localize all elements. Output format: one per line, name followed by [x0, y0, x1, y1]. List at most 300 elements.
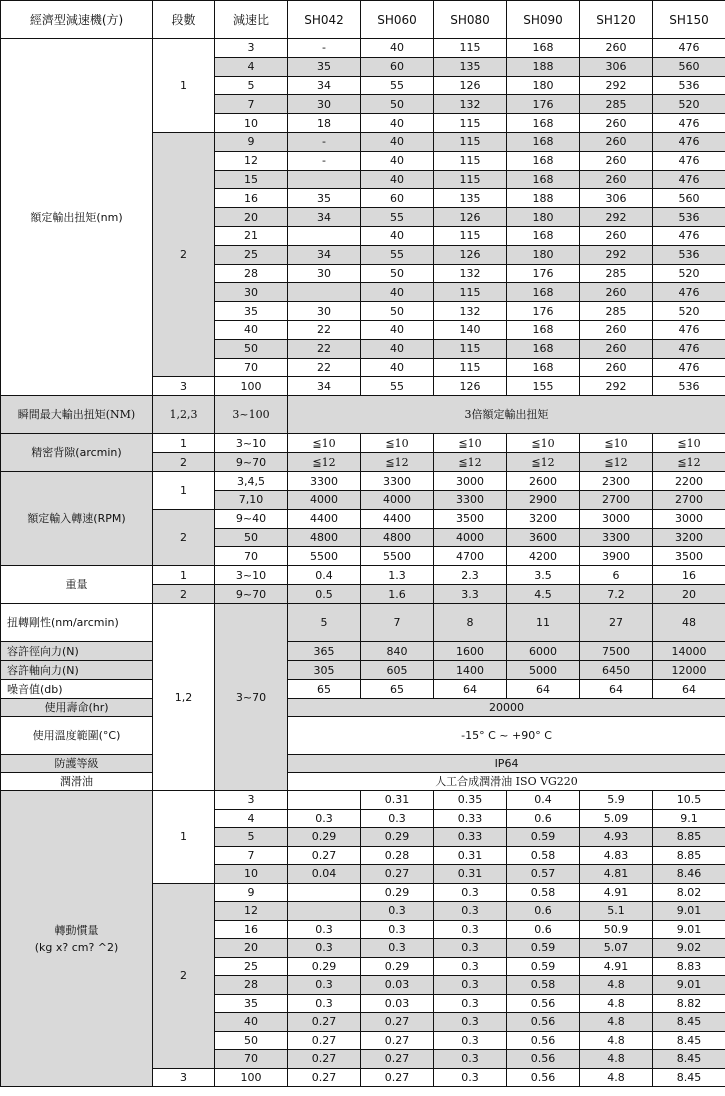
column-header: SH150 — [653, 1, 725, 39]
value-cell: 260 — [580, 226, 653, 245]
section-label: 額定輸入轉速(RPM) — [1, 472, 153, 566]
value-cell: 22 — [288, 358, 361, 377]
value-cell: 4000 — [361, 490, 434, 509]
value-cell: 168 — [507, 39, 580, 58]
section-label: 精密背隙(arcmin) — [1, 434, 153, 472]
value-cell: 476 — [653, 151, 725, 170]
value-cell: 305 — [288, 661, 361, 680]
table-row — [1, 39, 725, 58]
value-cell: 9.02 — [653, 939, 725, 958]
section-label: 額定輸出扭矩(nm) — [1, 39, 153, 396]
value-cell: 0.3 — [361, 809, 434, 828]
value-cell: 40 — [361, 320, 434, 339]
value-cell: 8 — [434, 604, 507, 642]
column-header: SH080 — [434, 1, 507, 39]
value-cell: 840 — [361, 642, 434, 661]
value-cell: 4.93 — [580, 828, 653, 847]
value-cell: 4.81 — [580, 865, 653, 884]
ratio-cell: 70 — [215, 547, 288, 566]
ratio-cell: 50 — [215, 339, 288, 358]
table-row — [1, 791, 725, 810]
value-cell: -15° C ~ +90° C — [288, 717, 725, 755]
value-cell: 0.6 — [507, 902, 580, 921]
value-cell: 4200 — [507, 547, 580, 566]
value-cell: 0.59 — [507, 939, 580, 958]
value-cell: 5.1 — [580, 902, 653, 921]
value-cell: 0.3 — [288, 939, 361, 958]
ratio-cell: 3 — [215, 791, 288, 810]
ratio-cell: 25 — [215, 957, 288, 976]
value-cell: 8.02 — [653, 883, 725, 902]
value-cell: 2300 — [580, 472, 653, 491]
value-cell: 3倍額定輸出扭矩 — [288, 396, 725, 434]
value-cell: 3000 — [580, 509, 653, 528]
value-cell: 64 — [653, 680, 725, 699]
column-header: SH060 — [361, 1, 434, 39]
ratio-cell: 3~100 — [215, 396, 288, 434]
value-cell: 126 — [434, 208, 507, 227]
section-label: 瞬間最大輸出扭矩(NM) — [1, 396, 153, 434]
value-cell: 20 — [653, 585, 725, 604]
value-cell: 4800 — [361, 528, 434, 547]
value-cell: 115 — [434, 283, 507, 302]
value-cell: 7 — [361, 604, 434, 642]
value-cell: 10.5 — [653, 791, 725, 810]
table-row — [1, 680, 725, 699]
value-cell: 476 — [653, 339, 725, 358]
table-row — [1, 699, 725, 717]
value-cell: 536 — [653, 208, 725, 227]
stage-cell: 1 — [153, 434, 215, 453]
value-cell: 9.01 — [653, 976, 725, 995]
value-cell: 50 — [361, 264, 434, 283]
stage-cell: 2 — [153, 585, 215, 604]
ratio-cell: 7 — [215, 846, 288, 865]
ratio-cell: 21 — [215, 226, 288, 245]
value-cell: 285 — [580, 95, 653, 114]
row-label: 潤滑油 — [1, 773, 153, 791]
ratio-cell: 4 — [215, 809, 288, 828]
value-cell: 168 — [507, 170, 580, 189]
ratio-cell: 50 — [215, 1031, 288, 1050]
value-cell: 9.1 — [653, 809, 725, 828]
ratio-cell: 10 — [215, 865, 288, 884]
value-cell: 0.27 — [288, 1031, 361, 1050]
value-cell: 115 — [434, 358, 507, 377]
value-cell: 0.3 — [434, 976, 507, 995]
value-cell: 292 — [580, 208, 653, 227]
row-label: 扭轉剛性(nm/arcmin) — [1, 604, 153, 642]
value-cell: 35 — [288, 189, 361, 208]
value-cell: 4.8 — [580, 994, 653, 1013]
value-cell: 476 — [653, 320, 725, 339]
value-cell: 34 — [288, 76, 361, 95]
value-cell: 285 — [580, 264, 653, 283]
value-cell: 0.59 — [507, 828, 580, 847]
value-cell: - — [288, 132, 361, 151]
value-cell — [288, 791, 361, 810]
value-cell: 8.85 — [653, 828, 725, 847]
value-cell: 40 — [361, 339, 434, 358]
ratio-cell: 5 — [215, 828, 288, 847]
value-cell: 260 — [580, 114, 653, 133]
value-cell: 188 — [507, 189, 580, 208]
value-cell: 1600 — [434, 642, 507, 661]
value-cell: 65 — [288, 680, 361, 699]
value-cell: 306 — [580, 189, 653, 208]
value-cell: 4000 — [434, 528, 507, 547]
ratio-cell: 9~70 — [215, 585, 288, 604]
value-cell: 8.45 — [653, 1050, 725, 1069]
value-cell: 2700 — [580, 490, 653, 509]
value-cell: 4.8 — [580, 1050, 653, 1069]
value-cell: 4800 — [288, 528, 361, 547]
value-cell: 0.3 — [288, 809, 361, 828]
row-label: 防護等級 — [1, 755, 153, 773]
value-cell: 0.5 — [288, 585, 361, 604]
row-label: 噪音值(db) — [1, 680, 153, 699]
value-cell: 260 — [580, 170, 653, 189]
value-cell: 50.9 — [580, 920, 653, 939]
column-header: SH042 — [288, 1, 361, 39]
stage-cell: 2 — [153, 883, 215, 1068]
value-cell: 140 — [434, 320, 507, 339]
value-cell: 0.56 — [507, 1068, 580, 1087]
value-cell: 0.3 — [434, 939, 507, 958]
value-cell: 168 — [507, 358, 580, 377]
value-cell: 40 — [361, 170, 434, 189]
value-cell: 55 — [361, 377, 434, 396]
value-cell: 60 — [361, 189, 434, 208]
value-cell: 4000 — [288, 490, 361, 509]
value-cell: 176 — [507, 264, 580, 283]
value-cell: 168 — [507, 226, 580, 245]
ratio-cell: 50 — [215, 528, 288, 547]
value-cell: 520 — [653, 264, 725, 283]
value-cell: 306 — [580, 57, 653, 76]
table-row — [1, 773, 725, 791]
value-cell: 0.3 — [434, 994, 507, 1013]
value-cell: 4400 — [288, 509, 361, 528]
value-cell: 0.56 — [507, 1013, 580, 1032]
value-cell: 168 — [507, 283, 580, 302]
value-cell — [288, 283, 361, 302]
value-cell: 155 — [507, 377, 580, 396]
value-cell: 292 — [580, 377, 653, 396]
value-cell: 0.3 — [288, 994, 361, 1013]
value-cell: 176 — [507, 302, 580, 321]
stage-cell: 3 — [153, 1068, 215, 1087]
value-cell: 2900 — [507, 490, 580, 509]
value-cell: ≦10 — [653, 434, 725, 453]
value-cell: 3300 — [361, 472, 434, 491]
value-cell: 292 — [580, 245, 653, 264]
value-cell: 12000 — [653, 661, 725, 680]
value-cell — [288, 902, 361, 921]
value-cell: 5.09 — [580, 809, 653, 828]
ratio-cell: 40 — [215, 320, 288, 339]
value-cell: 0.31 — [434, 865, 507, 884]
value-cell: 520 — [653, 302, 725, 321]
value-cell: 4.91 — [580, 957, 653, 976]
row-label: 使用壽命(hr) — [1, 699, 153, 717]
value-cell: 4.5 — [507, 585, 580, 604]
value-cell: 260 — [580, 151, 653, 170]
value-cell: 0.03 — [361, 976, 434, 995]
value-cell: 8.85 — [653, 846, 725, 865]
value-cell: 55 — [361, 208, 434, 227]
column-header: SH120 — [580, 1, 653, 39]
value-cell: 40 — [361, 226, 434, 245]
value-cell: 168 — [507, 151, 580, 170]
value-cell: 40 — [361, 283, 434, 302]
value-cell: 40 — [361, 151, 434, 170]
value-cell: 476 — [653, 114, 725, 133]
ratio-cell: 20 — [215, 208, 288, 227]
value-cell: 3.5 — [507, 566, 580, 585]
value-cell: 3200 — [507, 509, 580, 528]
value-cell: 260 — [580, 339, 653, 358]
value-cell: 0.29 — [361, 957, 434, 976]
value-cell: 22 — [288, 339, 361, 358]
value-cell: 50 — [361, 302, 434, 321]
value-cell: 126 — [434, 377, 507, 396]
value-cell: 0.3 — [434, 902, 507, 921]
value-cell: 0.27 — [361, 865, 434, 884]
value-cell: 0.27 — [288, 1013, 361, 1032]
value-cell: 4.8 — [580, 976, 653, 995]
value-cell: 0.27 — [361, 1013, 434, 1032]
value-cell: 0.3 — [434, 1068, 507, 1087]
value-cell: 0.56 — [507, 1050, 580, 1069]
value-cell: 4700 — [434, 547, 507, 566]
value-cell: 34 — [288, 245, 361, 264]
ratio-cell: 5 — [215, 76, 288, 95]
column-header: 經濟型減速機(方) — [1, 1, 153, 39]
value-cell: 3200 — [653, 528, 725, 547]
value-cell: 168 — [507, 132, 580, 151]
value-cell: 476 — [653, 283, 725, 302]
value-cell: 3.3 — [434, 585, 507, 604]
value-cell: 132 — [434, 302, 507, 321]
value-cell: 0.28 — [361, 846, 434, 865]
value-cell: ≦12 — [653, 453, 725, 472]
value-cell: 34 — [288, 208, 361, 227]
ratio-cell: 12 — [215, 151, 288, 170]
ratio-cell: 40 — [215, 1013, 288, 1032]
stage-cell: 1 — [153, 566, 215, 585]
value-cell: 188 — [507, 57, 580, 76]
table-row — [1, 717, 725, 755]
value-cell: 0.35 — [434, 791, 507, 810]
stage-cell: 2 — [153, 509, 215, 565]
ratio-cell: 15 — [215, 170, 288, 189]
ratio-cell: 70 — [215, 1050, 288, 1069]
value-cell: 180 — [507, 245, 580, 264]
value-cell: 40 — [361, 132, 434, 151]
value-cell: 0.27 — [361, 1068, 434, 1087]
value-cell: ≦12 — [434, 453, 507, 472]
value-cell: 4.83 — [580, 846, 653, 865]
value-cell: 2200 — [653, 472, 725, 491]
value-cell: 476 — [653, 132, 725, 151]
value-cell: 11 — [507, 604, 580, 642]
value-cell — [288, 170, 361, 189]
value-cell: 20000 — [288, 699, 725, 717]
value-cell: 260 — [580, 320, 653, 339]
table-row — [1, 566, 725, 585]
table-row — [1, 661, 725, 680]
value-cell: 18 — [288, 114, 361, 133]
value-cell: 0.33 — [434, 828, 507, 847]
row-label: 容許軸向力(N) — [1, 661, 153, 680]
ratio-cell: 20 — [215, 939, 288, 958]
value-cell: 0.3 — [434, 1050, 507, 1069]
value-cell: ≦10 — [288, 434, 361, 453]
value-cell: 1400 — [434, 661, 507, 680]
value-cell: ≦10 — [434, 434, 507, 453]
stage-cell: 3 — [153, 377, 215, 396]
value-cell: 0.6 — [507, 809, 580, 828]
value-cell: 0.3 — [361, 939, 434, 958]
value-cell: 0.29 — [288, 957, 361, 976]
stage-cell: 2 — [153, 453, 215, 472]
value-cell: ≦10 — [580, 434, 653, 453]
value-cell: 1.3 — [361, 566, 434, 585]
value-cell: 605 — [361, 661, 434, 680]
value-cell: 0.58 — [507, 883, 580, 902]
ratio-cell: 35 — [215, 302, 288, 321]
value-cell: 7.2 — [580, 585, 653, 604]
value-cell: 8.82 — [653, 994, 725, 1013]
value-cell: 0.56 — [507, 1031, 580, 1050]
value-cell: 0.33 — [434, 809, 507, 828]
value-cell: 2700 — [653, 490, 725, 509]
value-cell: 260 — [580, 358, 653, 377]
ratio-cell: 3~10 — [215, 434, 288, 453]
value-cell: 5500 — [361, 547, 434, 566]
value-cell: 65 — [361, 680, 434, 699]
value-cell: 115 — [434, 132, 507, 151]
value-cell: 3500 — [434, 509, 507, 528]
value-cell: 132 — [434, 95, 507, 114]
value-cell: 6 — [580, 566, 653, 585]
value-cell: 0.3 — [434, 883, 507, 902]
ratio-cell: 100 — [215, 377, 288, 396]
value-cell: 9.01 — [653, 902, 725, 921]
value-cell: 0.58 — [507, 846, 580, 865]
value-cell: ≦12 — [507, 453, 580, 472]
value-cell: 3600 — [507, 528, 580, 547]
value-cell: 8.46 — [653, 865, 725, 884]
value-cell: 6450 — [580, 661, 653, 680]
value-cell: 365 — [288, 642, 361, 661]
section-label: 重量 — [1, 566, 153, 604]
value-cell: 0.31 — [434, 846, 507, 865]
value-cell: 3000 — [653, 509, 725, 528]
value-cell: 135 — [434, 189, 507, 208]
value-cell: 34 — [288, 377, 361, 396]
value-cell: ≦12 — [288, 453, 361, 472]
value-cell: 64 — [580, 680, 653, 699]
value-cell: ≦12 — [580, 453, 653, 472]
value-cell: 476 — [653, 39, 725, 58]
value-cell: 132 — [434, 264, 507, 283]
value-cell: 48 — [653, 604, 725, 642]
value-cell: 520 — [653, 95, 725, 114]
column-header: 減速比 — [215, 1, 288, 39]
value-cell: 0.29 — [361, 883, 434, 902]
value-cell: 4.91 — [580, 883, 653, 902]
value-cell: 0.3 — [361, 902, 434, 921]
value-cell: 4.8 — [580, 1068, 653, 1087]
column-header: 段數 — [153, 1, 215, 39]
section-label-line2: (kg x? cm? ^2) — [34, 940, 119, 954]
value-cell: 180 — [507, 76, 580, 95]
ratio-cell: 28 — [215, 264, 288, 283]
value-cell: 115 — [434, 339, 507, 358]
table-row — [1, 1, 725, 39]
value-cell: 4.8 — [580, 1031, 653, 1050]
value-cell: 14000 — [653, 642, 725, 661]
value-cell: 115 — [434, 226, 507, 245]
stage-cell: 1 — [153, 791, 215, 884]
value-cell: 2.3 — [434, 566, 507, 585]
value-cell: 260 — [580, 283, 653, 302]
value-cell: 5 — [288, 604, 361, 642]
ratio-cell: 25 — [215, 245, 288, 264]
section-label — [1, 791, 153, 1087]
ratio-cell: 3,4,5 — [215, 472, 288, 491]
ratio-cell: 3~10 — [215, 566, 288, 585]
value-cell: 3300 — [288, 472, 361, 491]
value-cell: 8.83 — [653, 957, 725, 976]
value-cell: 0.56 — [507, 994, 580, 1013]
ratio-cell: 70 — [215, 358, 288, 377]
value-cell: 16 — [653, 566, 725, 585]
value-cell: 6000 — [507, 642, 580, 661]
section-label-line1: 轉動慣量 — [54, 923, 99, 937]
value-cell: 135 — [434, 57, 507, 76]
value-cell: 27 — [580, 604, 653, 642]
value-cell: 0.04 — [288, 865, 361, 884]
ratio-cell: 3~70 — [215, 604, 288, 791]
ratio-cell: 4 — [215, 57, 288, 76]
ratio-cell: 30 — [215, 283, 288, 302]
value-cell: 1.6 — [361, 585, 434, 604]
value-cell: 536 — [653, 377, 725, 396]
value-cell: 55 — [361, 245, 434, 264]
value-cell: 0.03 — [361, 994, 434, 1013]
value-cell: 3300 — [434, 490, 507, 509]
value-cell: 0.58 — [507, 976, 580, 995]
ratio-cell: 10 — [215, 114, 288, 133]
table-row — [1, 472, 725, 491]
table-row — [1, 396, 725, 434]
value-cell: 30 — [288, 302, 361, 321]
value-cell: 5000 — [507, 661, 580, 680]
value-cell: 64 — [507, 680, 580, 699]
value-cell: ≦10 — [361, 434, 434, 453]
stage-cell: 1 — [153, 39, 215, 133]
value-cell: 0.27 — [288, 1068, 361, 1087]
value-cell: 115 — [434, 39, 507, 58]
ratio-cell: 7,10 — [215, 490, 288, 509]
ratio-cell: 7 — [215, 95, 288, 114]
value-cell: 0.3 — [288, 920, 361, 939]
value-cell — [288, 226, 361, 245]
value-cell: 0.29 — [361, 828, 434, 847]
